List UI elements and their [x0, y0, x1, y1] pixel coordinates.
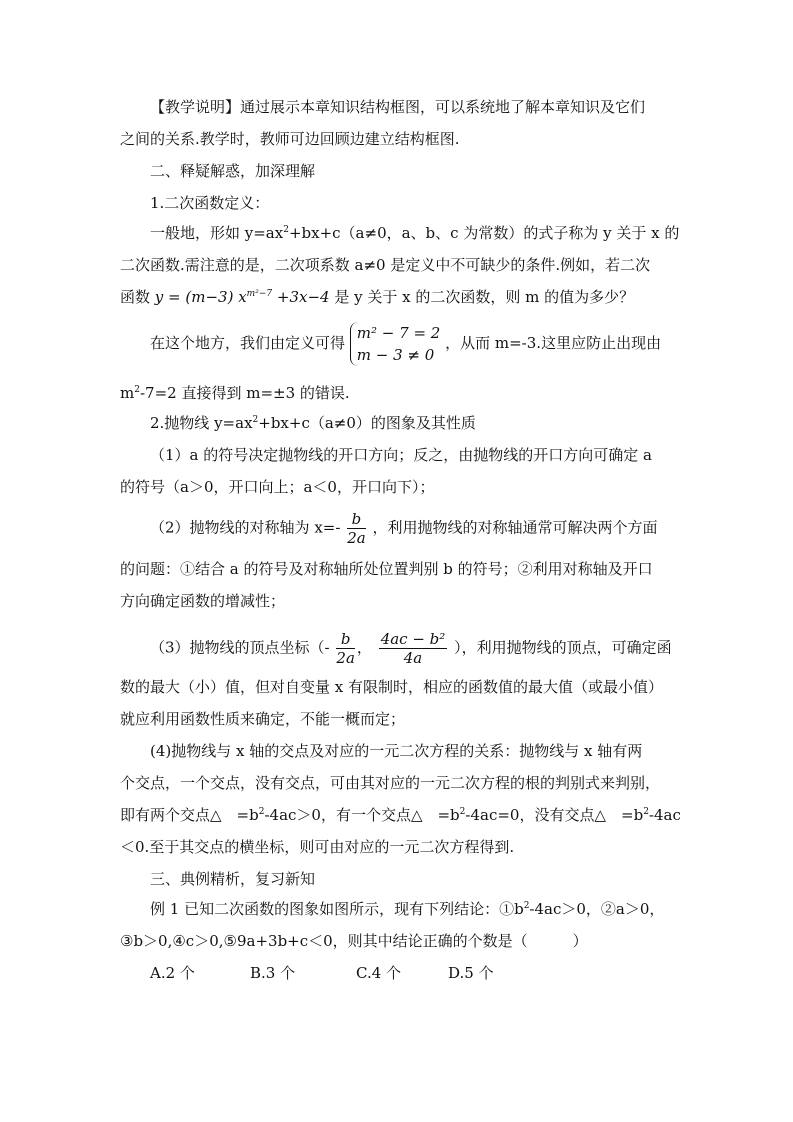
definition-line1: 一般地，形如 $y=ax^2+bx+c(a\ne 0$，a、b、c 为常数）的式子称为 y 关于 x 的	[150, 224, 680, 242]
property4-line1: (4)抛物线与 x 轴的交点及对应的一元二次方程的关系：抛物线与 x 轴有两	[150, 742, 643, 760]
property4-line4: ＜0.至于其交点的横坐标，则可由对应的一元二次方程得到.	[120, 838, 515, 856]
teaching-note-line2: 之间的关系.教学时，教师可边回顾边建立结构框图.	[120, 130, 460, 148]
property3-line2: 数的最大（小）值，但对自变量 x 有限制时，相应的函数值的最大值（或最小值）	[120, 678, 663, 696]
option-b: B.3 个	[250, 964, 296, 982]
subheading-definition: 1.二次函数定义：	[150, 194, 270, 212]
property2-line2: 的问题：①结合 a 的符号及对称轴所处位置判别 b 的符号；②利用对称轴及开口	[120, 560, 653, 578]
section-heading-3: 三、典例精析，复习新知	[150, 870, 316, 888]
subheading-parabola: 2.抛物线 $y=ax^2+bx+c(a\ne 0)$的图象及其性质	[150, 414, 476, 432]
property2-line3: 方向确定函数的增减性；	[120, 592, 286, 610]
definition-line2: 二次函数.需注意的是，二次项系数 a≠0 是定义中不可缺少的条件.例如，若二次	[120, 256, 651, 274]
equation-system: m² − 7 = 2 m − 3 ≠ 0	[350, 322, 441, 366]
option-a: A.2 个	[150, 964, 195, 982]
property3-line1: （3）抛物线的顶点坐标（- $\frac{b}{2a}$ ， $\frac{\text{4ac − b²}}{4a}$ ），利用抛物线的顶点，可确定函	[150, 630, 672, 667]
axis-fraction: $\frac{b}{2a}$	[347, 510, 366, 547]
vertex-y-fraction: $\frac{\text{4ac − b²}}{4a}$	[380, 630, 446, 667]
property3-line3: 就应利用函数性质来确定，不能一概而定；	[120, 710, 406, 728]
option-d: D.5 个	[448, 964, 494, 982]
property4-line3: 即有两个交点△ $=b^2-4ac>0$，有一个交点△ $=b^2-4ac=0$，没有交点△ $=b^2-4ac$	[120, 806, 681, 824]
example1-line1: 例 1 已知二次函数的图象如图所示，现有下列结论：$①b^2-4ac>0$，②a＞0，	[150, 900, 665, 918]
property1-line1: （1）a 的符号决定抛物线的开口方向；反之，由抛物线的开口方向可确定 a	[150, 446, 652, 464]
error-note-line: $m^2-7=2$ 直接得到 m=±3 的错误.	[120, 384, 350, 402]
option-c: C.4 个	[356, 964, 402, 982]
example1-line2: ③b＞0,④c＞0,⑤9a+3b+c＜0，则其中结论正确的个数是（ ）	[120, 932, 588, 950]
section-heading-2: 二、释疑解惑，加深理解	[150, 162, 316, 180]
teaching-note-line1: 【教学说明】通过展示本章知识结构框图，可以系统地了解本章知识及它们	[150, 98, 646, 116]
property1-line2: 的符号（a＞0，开口向上；a＜0，开口向下）；	[120, 478, 435, 496]
property4-line2: 个交点，一个交点，没有交点，可由其对应的一元二次方程的根的判别式来判别，	[120, 774, 661, 792]
definition-line3: 函数 y = (m−3) $x^{m^2-7} +3x-4$ 是 y 关于 x 的二次函数，则 m 的值为多少？	[120, 288, 635, 306]
property2-line1: （2）抛物线的对称轴为 x=- $\frac{b}{2a}$ ，利用抛物线的对称轴通常可解决两个方面	[150, 510, 658, 547]
vertex-x-fraction: $\frac{b}{2a}$	[336, 630, 355, 667]
equation-system-line: 在这个地方，我们由定义可得 m² − 7 = 2 m − 3 ≠ 0 ，从而 m=-3.这里应防止出现由	[150, 324, 662, 364]
